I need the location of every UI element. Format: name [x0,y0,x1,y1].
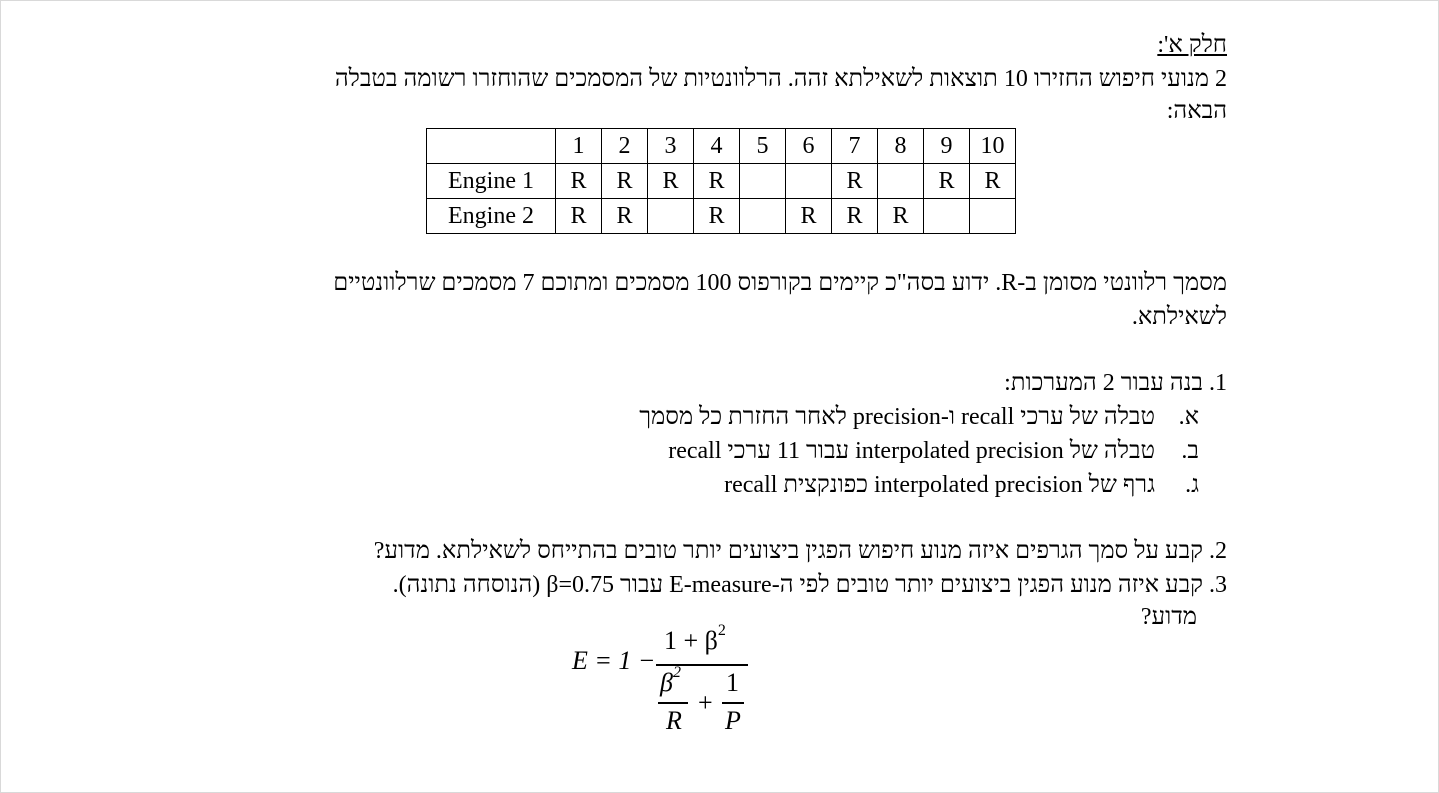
table-cell: R [924,164,970,199]
fraction-bar [658,702,688,704]
table-cell [740,164,786,199]
item-text: טבלה של ערכי recall ו-precision לאחר החזרת כל מסמך [639,404,1155,430]
item-text: טבלה של interpolated precision עבור 11 ערכי recall [668,438,1155,464]
formula-R: R [666,706,682,735]
table-cell [427,129,556,164]
question-2: 2. קבע על סמך הגרפים איזה מנוע חיפוש הפגין ביצועים יותר טובים בהתייחס לשאילתא. מדוע? [373,538,1227,564]
table-header-row [427,129,1016,164]
question-1-item-a [639,402,1199,432]
table-cell [878,164,924,199]
table-header-cell: 3 [648,129,694,164]
formula-one: 1 [726,668,739,697]
table-cell: R [694,199,740,234]
question-1-item-b [668,436,1199,466]
note-line-2: לשאילתא. [1131,304,1227,330]
intro-line-1: 2 מנועי חיפוש החזירו 10 תוצאות לשאילתא זהה. הרלוונטיות של המסמכים שהוחזרו רשומה בטבלה [334,66,1227,92]
row-label: Engine 1 [427,164,556,199]
e-measure-formula [570,622,770,742]
table-header-cell: 10 [970,129,1016,164]
table-cell: R [878,199,924,234]
table-header-cell: 6 [786,129,832,164]
table-cell: R [832,164,878,199]
table-header-cell: 1 [556,129,602,164]
table-cell [648,199,694,234]
formula-lhs: E = 1 − [572,646,656,675]
table-row-engine-1 [427,164,1016,199]
row-label: Engine 2 [427,199,556,234]
formula-exponent: 2 [717,622,726,639]
formula-numerator [664,622,726,656]
table-cell [970,199,1016,234]
table-header-cell: 8 [878,129,924,164]
formula-P: P [725,706,741,735]
table-cell: R [556,199,602,234]
table-cell: R [648,164,694,199]
item-letter: ב. [1181,438,1199,464]
table-header-cell: 4 [694,129,740,164]
table-header-cell: 7 [832,129,878,164]
table-cell [740,199,786,234]
question-1: 1. בנה עבור 2 המערכות: [1004,370,1227,396]
table-cell [786,164,832,199]
formula-beta: β [660,668,673,697]
note-line-1: מסמך רלוונטי מסומן ב-R. ידוע בסה"כ קיימים בקורפוס 100 מסמכים ומתוכם 7 מסמכים שרלוונטיים [333,270,1227,296]
table-cell: R [602,199,648,234]
table-header-cell: 9 [924,129,970,164]
question-3-line-1: 3. קבע איזה מנוע הפגין ביצועים יותר טובים לפי ה-E-measure עבור β=0.75 (הנוסחה נתונה). [392,572,1227,598]
table-cell: R [556,164,602,199]
intro-line-2: הבאה: [1166,98,1227,124]
formula-exponent: 2 [672,664,681,681]
part-title: חלק א': [1157,32,1227,58]
table-cell: R [970,164,1016,199]
fraction-bar [656,664,748,666]
item-letter: א. [1178,404,1199,430]
question-3-line-2: מדוע? [1140,604,1197,630]
formula-numerator-text: 1 + β [664,626,718,655]
table-cell: R [832,199,878,234]
table-cell: R [602,164,648,199]
table-header-cell: 2 [602,129,648,164]
formula-beta-squared [660,664,681,698]
item-letter: ג. [1185,472,1199,498]
formula-plus: + [698,688,713,717]
table-cell: R [694,164,740,199]
table-cell: R [786,199,832,234]
table-cell [924,199,970,234]
table-header-cell: 5 [740,129,786,164]
item-text: גרף של interpolated precision כפונקצית recall [724,472,1155,498]
table-row-engine-2 [427,199,1016,234]
question-1-item-c [724,470,1199,500]
fraction-bar [722,702,744,704]
relevance-table [426,128,1016,234]
